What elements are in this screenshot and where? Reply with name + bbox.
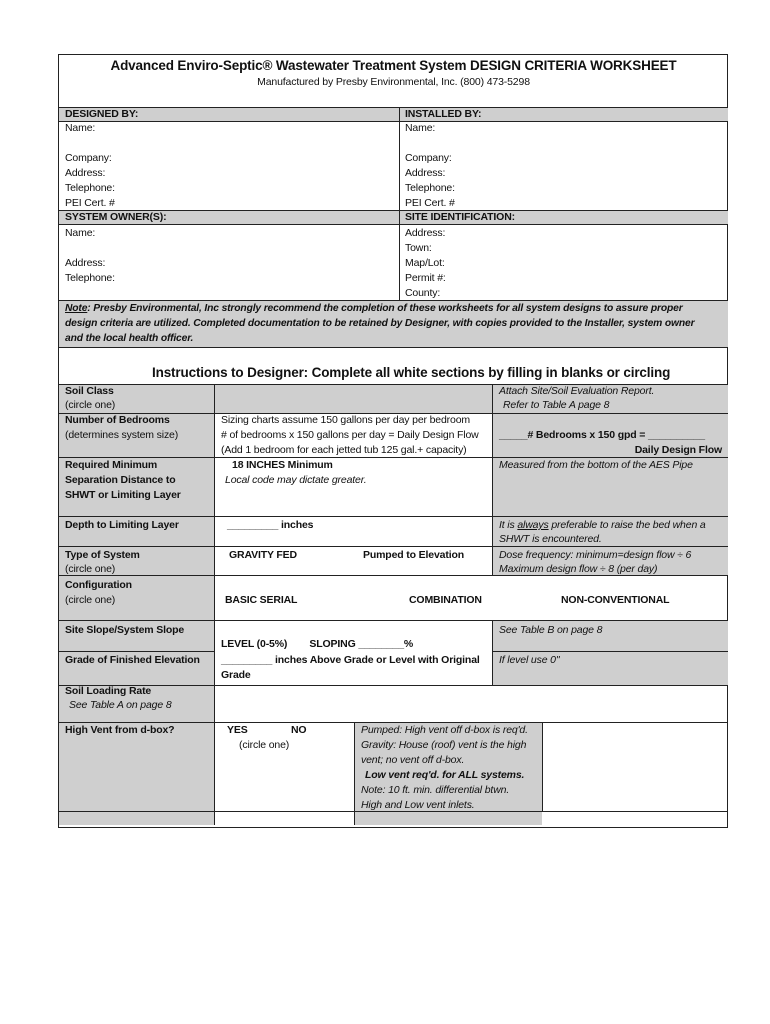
soil-class-sub: (circle one)	[65, 399, 116, 411]
bedrooms-info-2: # of bedrooms x 150 gallons per day = Daily Design Flow	[221, 429, 479, 441]
depth-inches-field[interactable]: _________ inches	[227, 519, 314, 531]
installer-telephone-field[interactable]: Telephone:	[405, 182, 455, 194]
designer-telephone-field[interactable]: Telephone:	[65, 182, 115, 194]
shade-soil-middle	[214, 384, 492, 413]
depth-note-1	[499, 518, 706, 533]
max-design-flow-note: Maximum design flow ÷ 8 (per day)	[499, 563, 658, 575]
system-owner-heading: SYSTEM OWNER(S):	[65, 211, 167, 223]
installer-name-field[interactable]: Name:	[405, 122, 436, 134]
depth-label: Depth to Limiting Layer	[65, 519, 179, 531]
site-maplot-field[interactable]: Map/Lot:	[405, 257, 445, 269]
finished-grade-note: If level use 0"	[499, 654, 560, 666]
note-text: : Presby Environmental, Inc strongly recommend the completion of these worksheets for all system designs to assure proper design criteria are utilized. Completed documentation to be retained by Designer, with copies provided to the Installer, system owner and the local health officer.	[65, 303, 695, 344]
configuration-sub: (circle one)	[65, 594, 116, 606]
soil-loading-sub: See Table A on page 8	[69, 699, 172, 711]
installer-pei-field[interactable]: PEI Cert. #	[405, 197, 455, 209]
system-type-sub: (circle one)	[65, 563, 116, 575]
option-yes[interactable]: YES	[227, 724, 248, 736]
designer-pei-field[interactable]: PEI Cert. #	[65, 197, 115, 209]
vent-note-6: High and Low vent inlets.	[361, 799, 475, 811]
owner-address-field[interactable]: Address:	[65, 257, 106, 269]
high-vent-label: High Vent from d-box?	[65, 724, 175, 736]
dose-frequency-note: Dose frequency: minimum=design flow ÷ 6	[499, 549, 692, 561]
soil-class-note-2: Refer to Table A page 8	[503, 399, 610, 411]
depth-note-1b: always	[517, 519, 549, 531]
note-paragraph	[65, 301, 715, 346]
slope-note: See Table B on page 8	[499, 624, 603, 636]
instructions-heading: Instructions to Designer: Complete all white sections by filling in blanks or circling	[152, 365, 671, 380]
note-label: Note	[65, 303, 88, 314]
bedrooms-info-3: (Add 1 bedroom for each jetted tub 125 gal.+ capacity)	[221, 444, 467, 456]
worksheet-title: Advanced Enviro-Septic® Wastewater Treatment System DESIGN CRITERIA WORKSHEET	[110, 58, 677, 73]
vent-note-1: Pumped: High vent off d-box is req'd.	[361, 724, 528, 736]
option-no[interactable]: NO	[291, 724, 307, 736]
option-combination[interactable]: COMBINATION	[409, 594, 482, 606]
finished-grade-field-2: Grade	[221, 669, 251, 681]
option-pumped[interactable]: Pumped to Elevation	[363, 549, 464, 561]
separation-minimum: 18 INCHES Minimum	[232, 459, 333, 471]
designer-name-field[interactable]: Name:	[65, 122, 96, 134]
site-permit-field[interactable]: Permit #:	[405, 272, 446, 284]
designer-company-field[interactable]: Company:	[65, 152, 112, 164]
site-identification-heading: SITE IDENTIFICATION:	[405, 211, 515, 223]
finished-grade-label: Grade of Finished Elevation	[65, 654, 200, 666]
owner-telephone-field[interactable]: Telephone:	[65, 272, 115, 284]
finished-grade-field[interactable]: _________ inches Above Grade or Level with Original	[221, 654, 480, 666]
soil-loading-label: Soil Loading Rate	[65, 685, 152, 697]
separation-note: Measured from the bottom of the AES Pipe	[499, 459, 693, 471]
soil-class-note-1: Attach Site/Soil Evaluation Report.	[499, 385, 655, 397]
system-type-label: Type of System	[65, 549, 140, 561]
owner-name-field[interactable]: Name:	[65, 227, 96, 239]
installer-address-field[interactable]: Address:	[405, 167, 446, 179]
slope-options-field[interactable]: LEVEL (0-5%) SLOPING ________%	[221, 638, 414, 650]
bedrooms-label: Number of Bedrooms	[65, 414, 170, 426]
high-vent-circle-hint: (circle one)	[239, 739, 290, 751]
installer-company-field[interactable]: Company:	[405, 152, 452, 164]
separation-label-3: SHWT or Limiting Layer	[65, 489, 181, 501]
separation-label-1: Required Minimum	[65, 459, 158, 471]
worksheet	[58, 54, 728, 828]
vent-note-4: Low vent req'd. for ALL systems.	[365, 769, 525, 781]
site-county-field[interactable]: County:	[405, 287, 441, 299]
vent-note-2: Gravity: House (roof) vent is the high	[361, 739, 527, 751]
designer-address-field[interactable]: Address:	[65, 167, 106, 179]
bedrooms-sub: (determines system size)	[65, 429, 179, 441]
designed-by-heading: DESIGNED BY:	[65, 108, 139, 120]
depth-note-1c: preferable to raise the bed when a	[548, 519, 706, 531]
slope-label: Site Slope/System Slope	[65, 624, 185, 636]
bedrooms-info-1: Sizing charts assume 150 gallons per day per bedroom	[221, 414, 471, 426]
configuration-label: Configuration	[65, 579, 132, 591]
site-address-field[interactable]: Address:	[405, 227, 446, 239]
soil-class-label: Soil Class	[65, 385, 114, 397]
depth-note-2: SHWT is encountered.	[499, 533, 602, 545]
depth-note-1a: It is	[499, 519, 518, 531]
site-town-field[interactable]: Town:	[405, 242, 432, 254]
installed-by-heading: INSTALLED BY:	[405, 108, 482, 120]
separation-local-code: Local code may dictate greater.	[225, 474, 367, 486]
separation-label-2: Separation Distance to	[65, 474, 176, 486]
vent-note-5: Note: 10 ft. min. differential btwn.	[361, 784, 510, 796]
vent-note-3: vent; no vent off d-box.	[361, 754, 465, 766]
bedrooms-calculation-field[interactable]: _____# Bedrooms x 150 gpd = __________	[499, 429, 705, 441]
option-gravity-fed[interactable]: GRAVITY FED	[229, 549, 297, 561]
daily-design-flow-label: Daily Design Flow	[634, 444, 722, 456]
manufacturer-line: Manufactured by Presby Environmental, Inc. (800) 473-5298	[257, 76, 530, 88]
option-basic-serial[interactable]: BASIC SERIAL	[225, 594, 298, 606]
option-non-conventional[interactable]: NON-CONVENTIONAL	[561, 594, 670, 606]
